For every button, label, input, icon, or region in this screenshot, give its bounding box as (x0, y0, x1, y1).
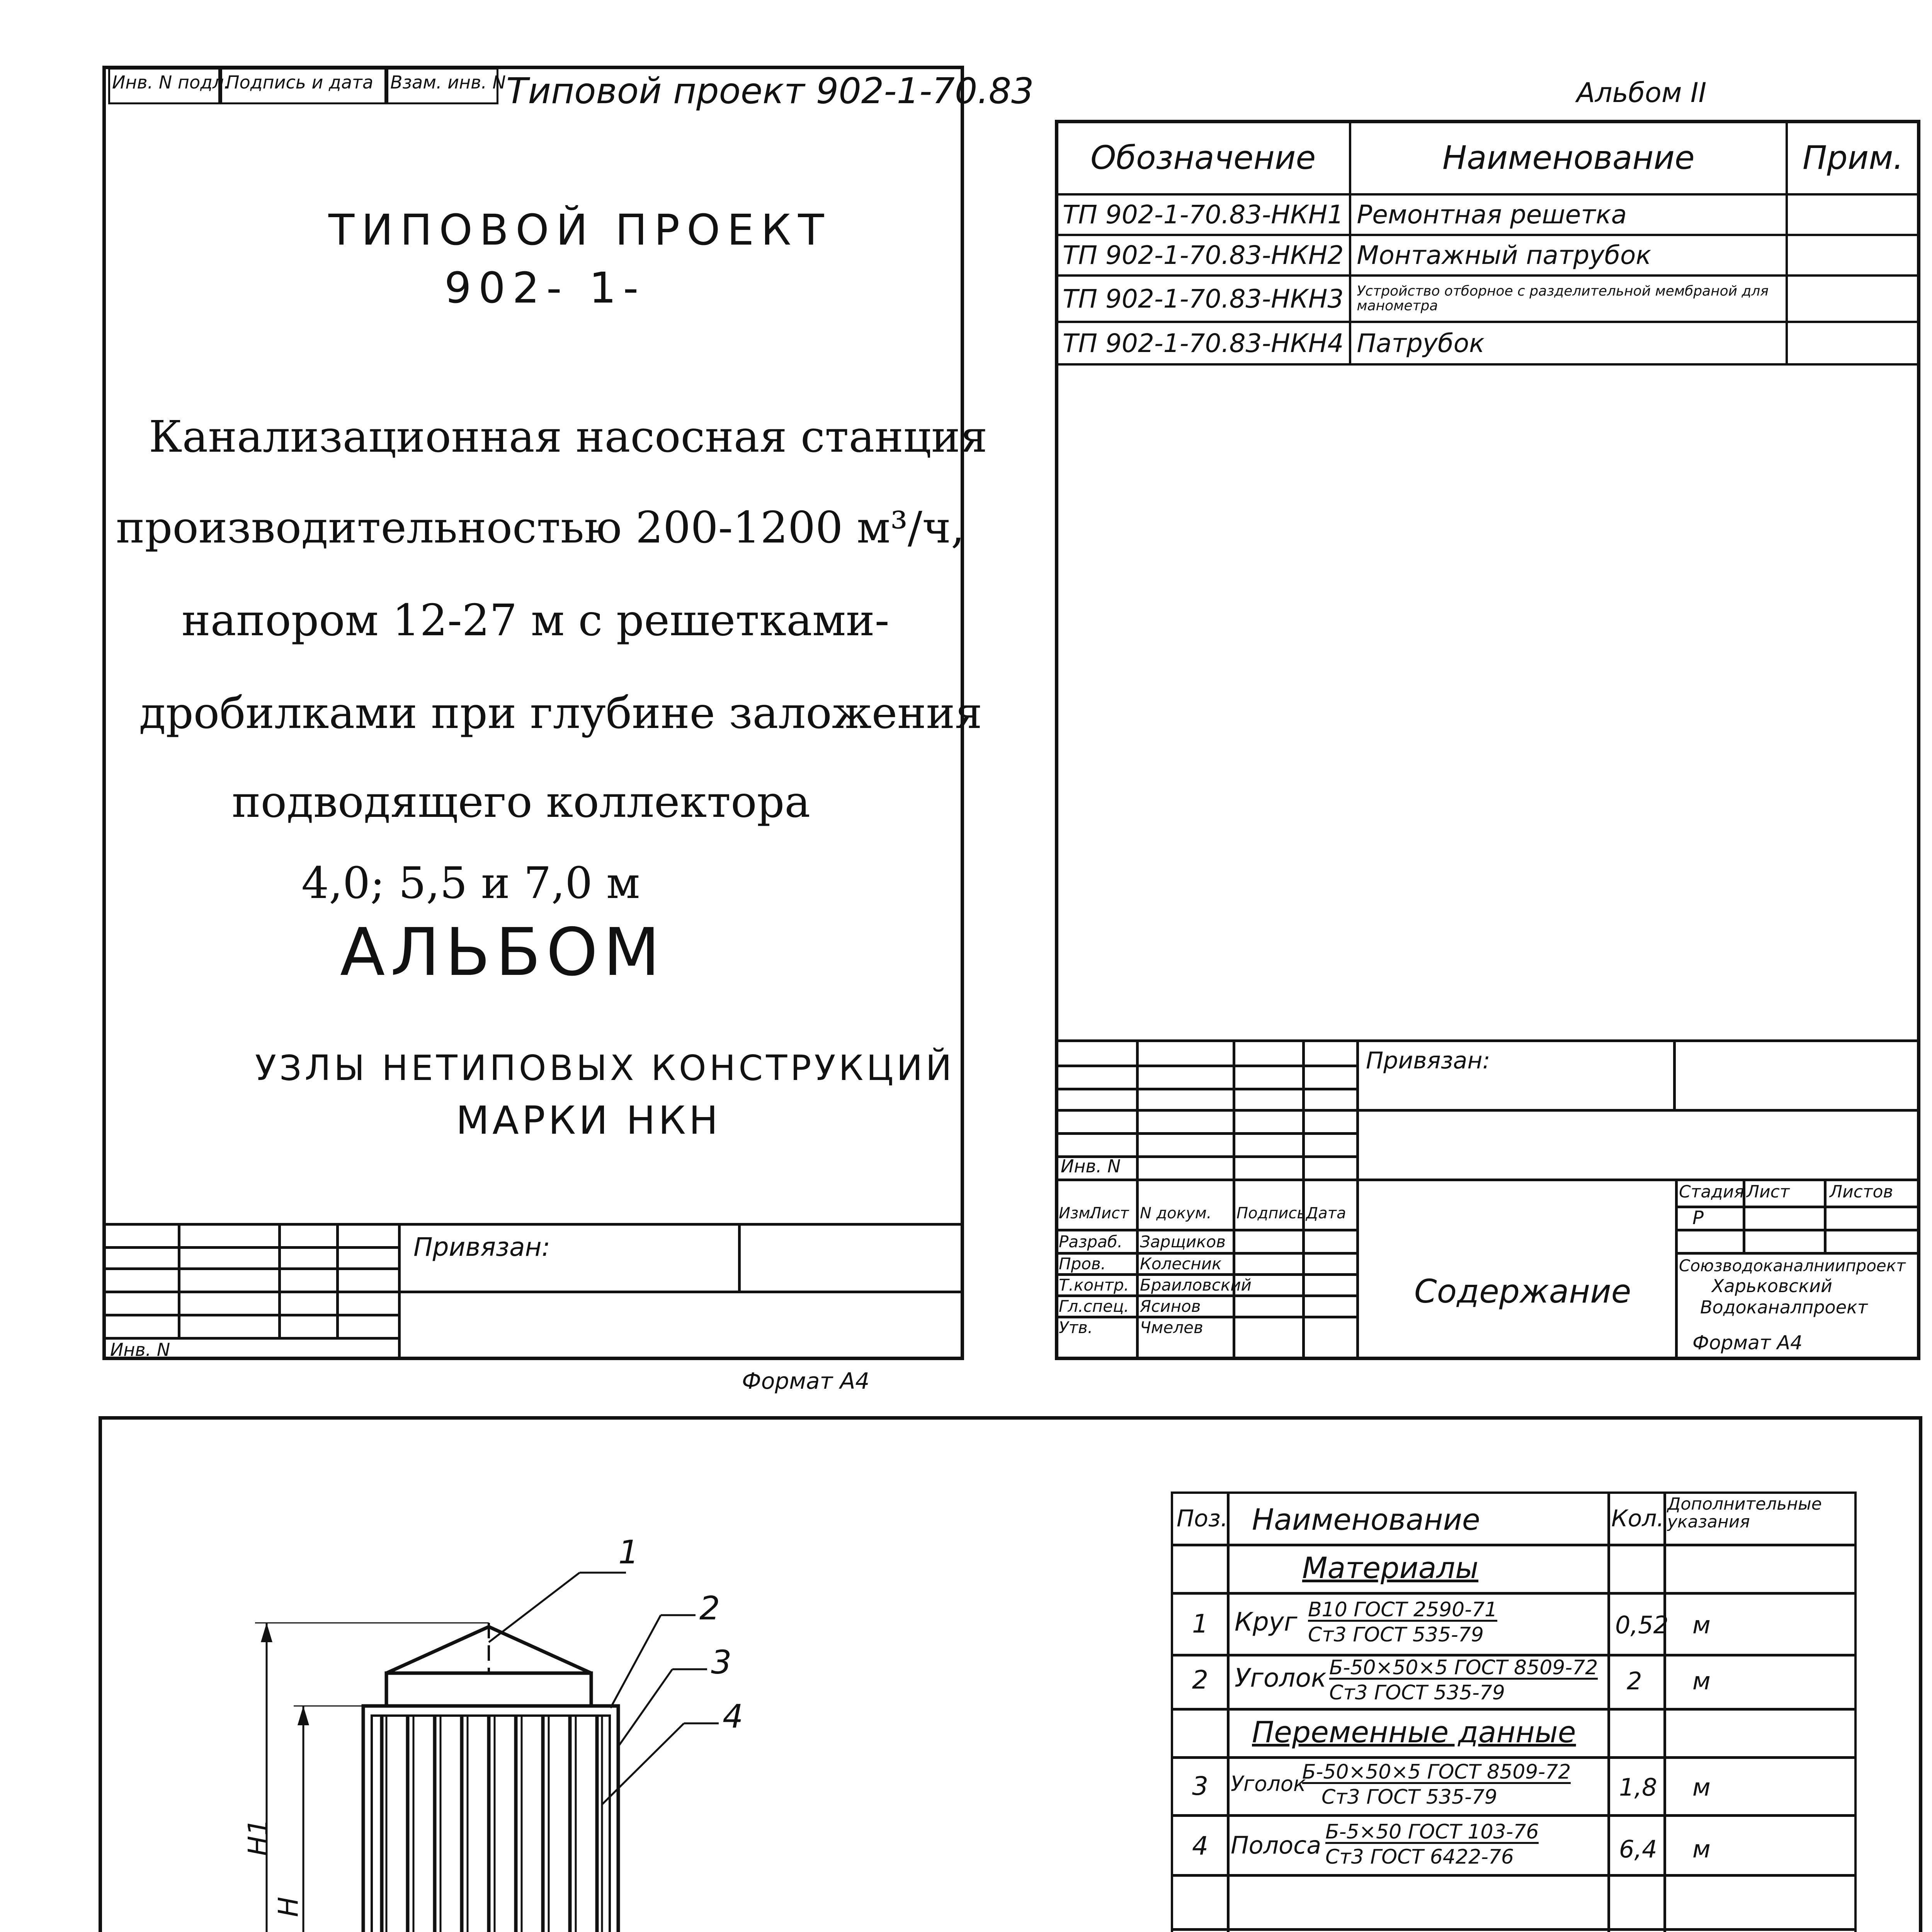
spec-row-den: Ст3 ГОСТ 535-79 (1329, 1681, 1505, 1704)
title-line-2: 902- 1- (444, 263, 646, 313)
org-line: Харьковский (1712, 1276, 1832, 1296)
description-line-5: подводящего коллектора (232, 777, 811, 827)
stamp-head-list: Лист (1090, 1204, 1129, 1222)
contents-col-note: Прим. (1787, 121, 1919, 194)
stamp-name: Ясинов (1140, 1297, 1201, 1316)
stamp-role: Утв. (1059, 1318, 1093, 1337)
format-label: Формат А4 (1692, 1332, 1803, 1354)
stamp-role: Т.контр. (1059, 1276, 1129, 1294)
spec-row-unit: м (1692, 1611, 1711, 1639)
album-label: Альбом II (1577, 77, 1707, 109)
contents-row-code: ТП 902-1-70.83-НКН4 (1056, 322, 1350, 364)
contents-row-code: ТП 902-1-70.83-НКН3 (1056, 276, 1350, 322)
stamp-head-doc: N докум. (1140, 1204, 1212, 1222)
spec-col-qty: Кол. (1611, 1505, 1664, 1532)
spec-row-unit: м (1692, 1835, 1711, 1863)
spec-row-qty: 1,8 (1619, 1773, 1657, 1801)
spec-row-num: Б-50×50×5 ГОСТ 8509-72 (1302, 1760, 1571, 1784)
stamp-head-izm: Изм. (1059, 1204, 1095, 1222)
spec-section-variable: Переменные данные (1252, 1715, 1576, 1749)
contents-col-code: Обозначение (1056, 121, 1350, 194)
privyazan-label: Привязан: (1366, 1047, 1490, 1074)
inv-n-label: Инв. N (110, 1339, 170, 1360)
stamp-head-sign: Подпись (1236, 1204, 1306, 1222)
spec-row-name: Полоса (1231, 1831, 1321, 1859)
dim-h: H (272, 1896, 304, 1917)
grate-drawing (232, 1507, 869, 1932)
stamp-name: Зарщиков (1140, 1232, 1226, 1251)
contents-row-name: Ремонтная решетка (1350, 194, 1787, 235)
sheet-head: Лист (1747, 1182, 1790, 1202)
description-line-6: 4,0; 5,5 и 7,0 м (301, 858, 640, 908)
spec-row-unit: м (1692, 1667, 1711, 1695)
spec-row-den: Ст3 ГОСТ 535-79 (1321, 1786, 1497, 1809)
org-line: Союзводоканалниипроект (1679, 1256, 1906, 1275)
contents-table (1055, 120, 1920, 366)
spec-section-materials: Материалы (1302, 1551, 1478, 1585)
title-line-1: ТИПОВОЙ ПРОЕКТ (328, 205, 831, 255)
spec-row-pos: 4 (1192, 1831, 1208, 1861)
stamp-role: Разраб. (1059, 1232, 1123, 1251)
subtitle-line-2: МАРКИ НКН (456, 1098, 721, 1143)
callout-4: 4 (723, 1697, 743, 1735)
spec-row-qty: 0,52 (1615, 1611, 1669, 1639)
spec-row-pos: 1 (1192, 1609, 1208, 1639)
stamp-name: Чмелев (1140, 1318, 1203, 1337)
inv-n-label: Инв. N (1061, 1156, 1121, 1177)
contents-row-code: ТП 902-1-70.83-НКН1 (1056, 194, 1350, 235)
contents-row-code: ТП 902-1-70.83-НКН2 (1056, 235, 1350, 276)
grate-outer-frame (363, 1706, 618, 1932)
stamp-name: Браиловский (1140, 1276, 1252, 1294)
callout-2: 2 (699, 1589, 720, 1627)
spec-row-pos: 3 (1192, 1771, 1208, 1801)
privyazan-label: Привязан: (413, 1232, 550, 1262)
contents-col-name: Наименование (1350, 121, 1787, 194)
spec-row-num: В10 ГОСТ 2590-71 (1308, 1598, 1498, 1621)
spec-col-notes: Дополнительные указания (1667, 1494, 1822, 1532)
description-line-4: дробилками при глубине заложения (139, 688, 983, 738)
spec-col-pos: Поз. (1177, 1505, 1228, 1532)
spec-row-name: Уголок (1231, 1772, 1306, 1796)
stamp-role: Пров. (1059, 1254, 1106, 1273)
project-code: Типовой проект 902-1-70.83 (506, 70, 1034, 112)
spec-row-name: Уголок (1235, 1663, 1327, 1693)
sheets-head: Листов (1830, 1182, 1893, 1202)
stamp-head-date: Дата (1306, 1204, 1346, 1222)
callout-3: 3 (711, 1643, 732, 1681)
spec-col-name: Наименование (1252, 1502, 1480, 1537)
spec-row-qty: 2 (1627, 1667, 1642, 1695)
contents-row-name: Устройство отборное с разделительной мембраной для манометра (1350, 276, 1787, 322)
spec-row-pos: 2 (1192, 1665, 1208, 1695)
spec-row-den: Ст3 ГОСТ 6422-76 (1325, 1845, 1514, 1869)
header-cell-inv: Инв. N подл. (112, 72, 230, 93)
org-line: Водоканалпроект (1700, 1297, 1868, 1318)
spec-row-name: Круг (1235, 1607, 1298, 1637)
callout-1: 1 (618, 1533, 639, 1571)
stage-head: Стадия (1679, 1182, 1744, 1202)
stamp-role: Гл.спец. (1059, 1297, 1129, 1316)
header-cell-sign: Подпись и дата (226, 72, 374, 93)
subtitle-line-1: УЗЛЫ НЕТИПОВЫХ КОНСТРУКЦИЙ (255, 1048, 955, 1088)
doc-title: Содержание (1414, 1272, 1631, 1310)
contents-row-name: Монтажный патрубок (1350, 235, 1787, 276)
header-cell-replace: Взам. инв. N (390, 72, 506, 93)
spec-row-den: Ст3 ГОСТ 535-79 (1308, 1623, 1484, 1646)
stage-value: Р (1692, 1207, 1704, 1229)
dim-h1: H1 (242, 1818, 274, 1856)
description-line-2: производительностью 200-1200 м³/ч, (116, 503, 965, 553)
spec-row-num: Б-50×50×5 ГОСТ 8509-72 (1329, 1656, 1598, 1679)
spec-row-num: Б-5×50 ГОСТ 103-76 (1325, 1820, 1539, 1844)
stamp-name: Колесник (1140, 1254, 1222, 1273)
description-line-3: напором 12-27 м с решетками- (182, 595, 889, 646)
album-title: АЛЬБОМ (340, 914, 665, 991)
format-label: Формат А4 (742, 1368, 870, 1394)
contents-row-name: Патрубок (1350, 322, 1787, 364)
description-line-1: Канализационная насосная станция (149, 412, 988, 462)
spec-row-unit: м (1692, 1773, 1711, 1801)
spec-row-qty: 6,4 (1619, 1835, 1657, 1863)
